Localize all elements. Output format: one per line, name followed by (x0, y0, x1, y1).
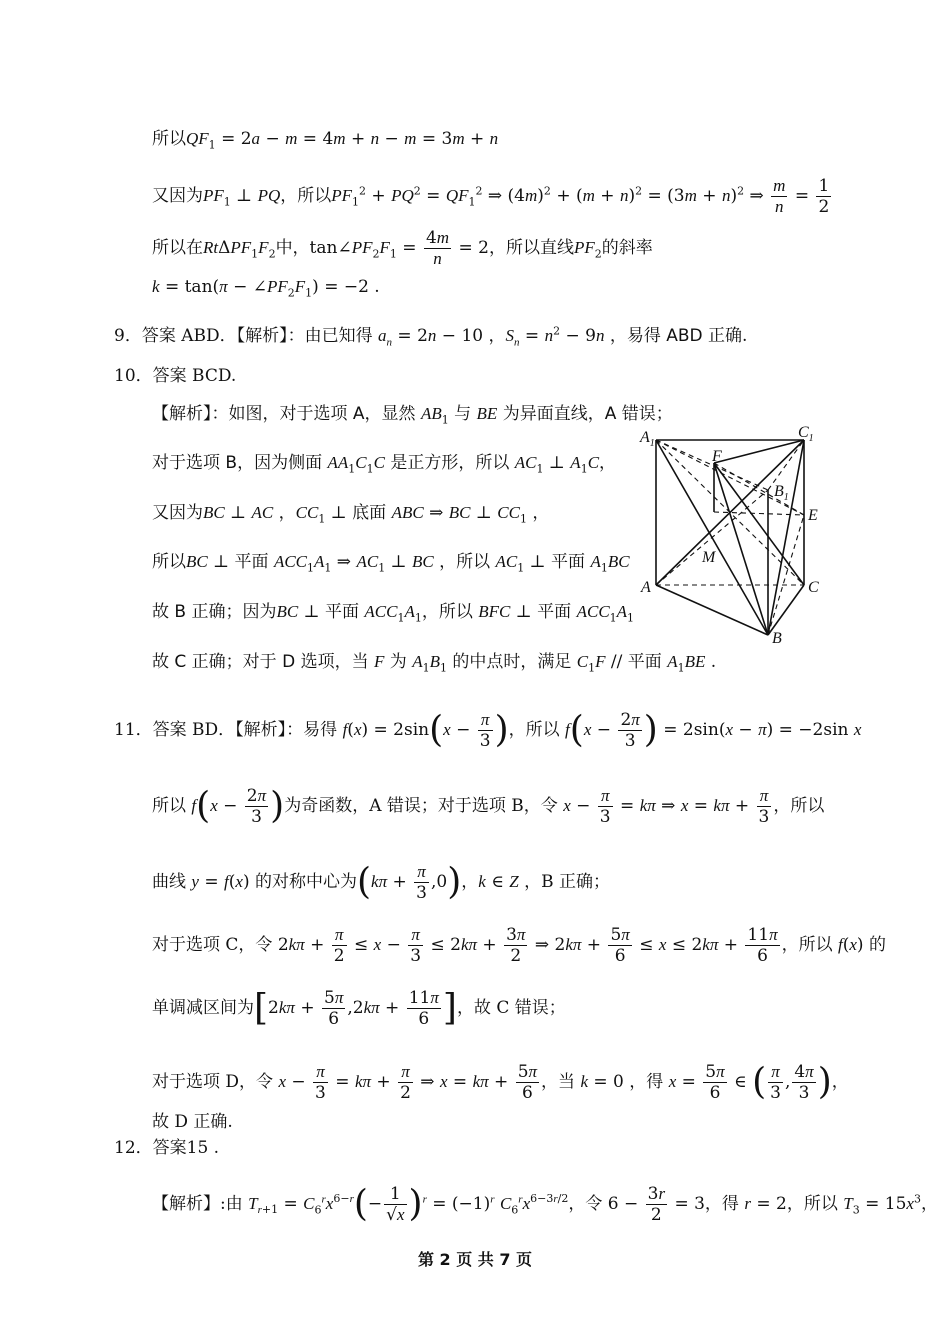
text-line: 故 D 正确. (152, 1112, 233, 1132)
label-C1: $C_1$ (798, 424, 814, 444)
text-line: 所以在$Rt\Delta PF_1F_2$中，$\tan\angle PF_2F_1$ = $\frac{4m}{n}$ = 2，所以直线$PF_2$的斜率 (152, 228, 653, 268)
edge-AB1 (656, 490, 768, 585)
text-line: 单调减区间为[2kπ + $\frac{5\pi}{6}$ ,2kπ + $\frac{11\pi}{6}$ ]，故 C 错误； (152, 987, 566, 1029)
text-line: 曲线 y = f(x) 的对称中心为(kπ + $\frac{\pi}{3}$ ,0)，k ∈ Z ，B 正确； (152, 861, 610, 903)
text-line: 9．答案 ABD．【解析】：由已知得 $a_n = 2n - 10$ ，$S_n = n^2 - 9n$ ，易得 ABD 正确. (114, 324, 748, 349)
text-line: 【解析】：如图，对于选项 A，显然 $AB_1$ 与 BE 为异面直线，A 错误； (152, 404, 673, 427)
text-line: 又因为$PF_1$ ⊥ PQ，所以$PF_1^2 + PQ^2 = QF_1^2$ ⇒ $(4m)^2 + (m + n)^2 = (3m + n)^2$ ⇒ $\frac{m}{n}$ = $\frac{1}{2}$ (152, 176, 830, 217)
text-line: 所以 f(x − $\frac{2\pi}{3}$ )为奇函数，A 错误；对于选项 B，令 x − $\frac{\pi}{3}$ = kπ ⇒ x = kπ + $\frac{\pi}{3}$ ，所以 (152, 785, 825, 827)
text-line: 【解析】:由 $T_{r+1} = C_6^rx^{6-r}(-$ $\frac{1}{√x}$ )$^r = (-1)^r$ $C_6^rx^{6-3r/2}$，令 6 − $\frac{3r}{2}$ = 3，得 r = 2，所以 $T_3 = 15x^3$， (152, 1183, 938, 1225)
text-line: 故 C 正确；对于 D 选项，当 F 为 $A_1B_1$ 的中点时，满足 $C_1F$ // 平面 $A_1BE$ . (152, 652, 717, 675)
page-footer: 第 2 页 共 7 页 (417, 1250, 533, 1269)
label-F: F (712, 448, 722, 465)
label-B1: $B_1$ (774, 483, 789, 503)
label-A: A (641, 579, 651, 596)
label-E: E (808, 507, 818, 524)
text-line: 12．答案15 . (114, 1138, 220, 1158)
edge-BE (768, 515, 804, 635)
text-line: 又因为BC ⊥ AC ，$CC_1$ ⊥ 底面 ABC ⇒ BC ⊥ $CC_1$ ， (152, 503, 550, 526)
edge-FB (714, 463, 768, 635)
label-B: B (772, 630, 782, 645)
text-line: 所以BC ⊥ 平面 $ACC_1A_1$ ⇒ $AC_1$ ⊥ BC ，所以 $AC_1$ ⊥ 平面 $A_1BC$ (152, 552, 630, 575)
prism-figure (636, 420, 836, 645)
text-line: 对于选项 C，令 2kπ + $\frac{\pi}{2}$ ≤ x − $\frac{\pi}{3}$ ≤ 2kπ + $\frac{3\pi}{2}$ ⇒ 2kπ + $\frac{5\pi}{6}$ ≤ x ≤ 2kπ + $\frac{11\pi}{6}$ ，所以 f(x) 的 (152, 925, 886, 966)
label-A1: $A_1$ (640, 429, 655, 449)
edge-AB (656, 585, 768, 635)
label-C: C (808, 579, 819, 596)
label-M: M (702, 549, 716, 566)
text-line: 对于选项 B，因为侧面 $AA_1C_1C$ 是正方形，所以 $AC_1$ ⊥ $A_1C$， (152, 453, 617, 476)
text-line: 10．答案 BCD. (114, 366, 237, 386)
text-line: $k = \tan(\pi - \angle PF_2F_1) = -2$ . (152, 277, 380, 300)
text-line: 所以$QF_1 = 2a - m = 4m + n - m = 3m + n$ (152, 129, 499, 152)
text-line: 对于选项 D，令 x − $\frac{\pi}{3}$ = kπ + $\frac{\pi}{2}$ ⇒ x = kπ + $\frac{5\pi}{6}$ ，当 k = 0 ，得 x = $\frac{5\pi}{6}$ ∈ ( $\frac{\pi}{3}$ , $\frac{4\pi}{3}$ )， (152, 1061, 849, 1103)
text-line: 11．答案 BD．【解析】：易得 f(x) = 2sin(x − $\frac{\pi}{3}$ )，所以 f(x − $\frac{2\pi}{3}$ ) = 2sin(x − π) = −2sin x (114, 709, 862, 751)
text-line: 故 B 正确；因为BC ⊥ 平面 $ACC_1A_1$，所以 BFC ⊥ 平面 $ACC_1A_1$ (152, 602, 635, 625)
